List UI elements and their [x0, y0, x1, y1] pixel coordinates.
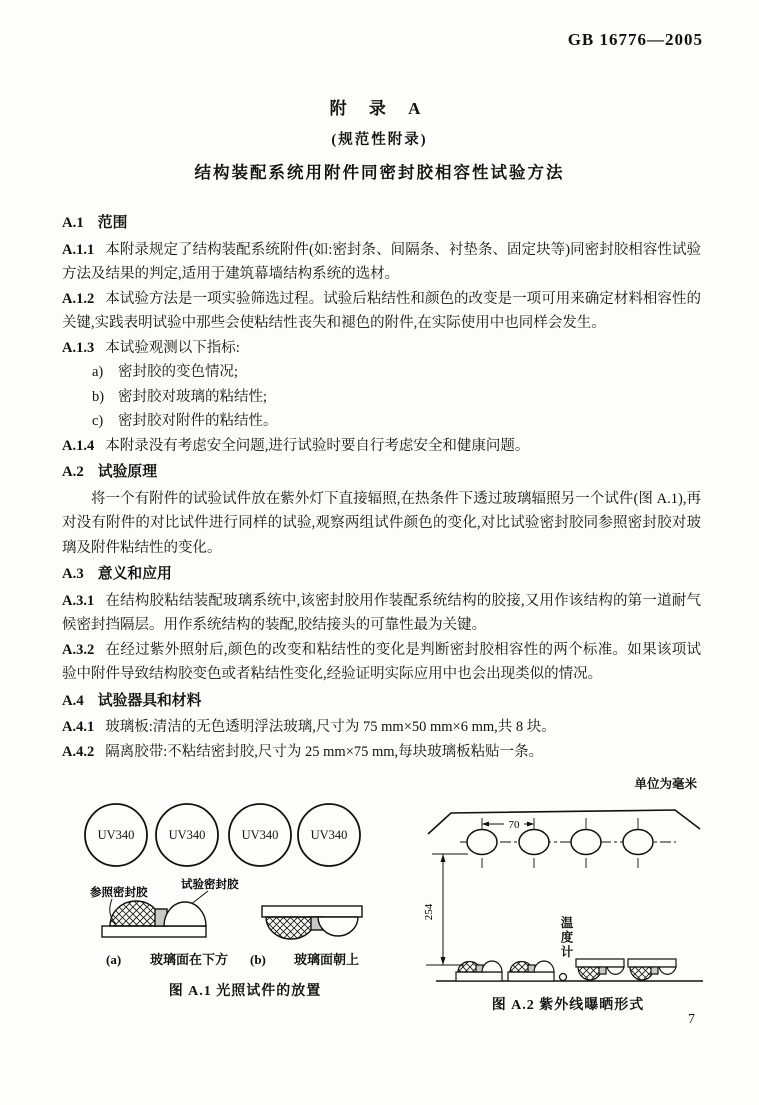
appendix-main-title: 结构装配系统用附件同密封胶相容性试验方法 [194, 163, 565, 182]
uv-lamp-label: UV340 [241, 828, 279, 842]
glass-plate [262, 906, 362, 917]
unit-note: 单位为毫米 [634, 777, 697, 791]
clause-text: 玻璃板:清洁的无色透明浮法玻璃,尺寸为 75 mm×50 mm×6 mm,共 8 块。 [105, 719, 556, 735]
section-title: 意义和应用 [97, 566, 172, 582]
section-number: A.4 [62, 692, 84, 709]
clause-number: A.4.2 [62, 743, 95, 760]
appendix-subtitle: (规范性附录) [331, 132, 428, 148]
uv-lamp-label: UV340 [97, 828, 135, 842]
list-marker: b) [92, 388, 105, 405]
figure-a1-drawing [84, 802, 406, 974]
sub-caption-b-marker: (b) [250, 952, 266, 967]
thermometer-label: 温度计 [559, 916, 573, 960]
section-number: A.1 [62, 215, 84, 231]
paragraph-a2: 将一个有附件的试验试件放在紫外灯下直接辐照,在热条件下透过玻璃辐照另一个试件(图 A.1),再对没有附件的对比试件进行同样的试验,观察两组试件颜色的变化,对比试验密封胶同参照密封胶对玻璃及附件粘结性的变化。 [62, 490, 701, 556]
clause-text: 在结构胶粘结装配玻璃系统中,该密封胶用作装配系统结构的胶接,又用作该结构的第一道耐气候密封挡隔层。用作系统结构的装配,胶结接头的可靠性最为关键。 [62, 592, 701, 633]
specimen-glass-up [628, 959, 676, 980]
clause-a1-3 [62, 336, 701, 361]
uv-lamp [571, 830, 601, 855]
clause-a1-1 [62, 238, 701, 287]
page-number: 7 [688, 1012, 695, 1027]
appendix-title-block [0, 94, 759, 183]
figure-a1 [84, 802, 406, 1000]
list-marker: a) [92, 364, 104, 380]
specimen-glass-down [456, 961, 502, 981]
clause-text: 隔离胶带:不粘结密封胶,尺寸为 25 mm×75 mm,每块玻璃板粘贴一条。 [105, 743, 544, 760]
clause-number: A.3.2 [62, 641, 95, 658]
glass-plate [102, 926, 206, 937]
thermometer [560, 974, 567, 981]
lamp-hood [428, 810, 700, 834]
specimen-a-diagram [102, 901, 206, 937]
section-number: A.2 [62, 464, 84, 480]
clause-text: 在经过紫外照射后,颜色的改变和粘结性的变化是判断密封胶相容性的两个标准。如果该项试验中附件导致结构胶变色或者粘结性变化,经验证明实际应用中也会出现类似的情况。 [62, 641, 701, 682]
clause-text: 本试验观测以下指标: [105, 339, 240, 356]
section-heading-a1 [62, 211, 701, 236]
list-item-b [92, 385, 701, 410]
clause-number: A.3.1 [62, 592, 95, 609]
uv-lamp-label: UV340 [168, 828, 206, 842]
section-heading-a2 [62, 460, 701, 485]
clause-number: A.1.3 [62, 339, 95, 356]
reference-sealant-label: 参照密封胶 [90, 887, 148, 899]
section-heading-a3 [62, 562, 701, 587]
clause-text: 本附录没有考虑安全问题,进行试验时要自行考虑安全和健康问题。 [105, 437, 530, 454]
appendix-title: 附 录 A [329, 99, 430, 118]
uv-lamp-label: UV340 [310, 828, 348, 842]
clause-number: A.4.1 [62, 719, 95, 735]
clause-number: A.1.1 [62, 241, 95, 258]
clause-a1-4 [62, 434, 701, 459]
section-title: 范围 [97, 215, 128, 231]
clause-a4-1 [62, 715, 701, 740]
list-text: 密封胶对附件的粘结性。 [118, 413, 278, 429]
section-title: 试验原理 [97, 464, 157, 480]
uv-lamp [519, 830, 549, 855]
lamp-spacing-value: 70 [508, 819, 520, 831]
figure-a2-caption: 图 A.2 紫外线曝晒形式 [491, 998, 645, 1013]
specimen-glass-up [576, 959, 624, 980]
specimen-glass-down [508, 961, 554, 981]
list-text: 密封胶的变色情况; [118, 364, 239, 380]
clause-number: A.1.4 [62, 437, 95, 454]
section-number: A.3 [62, 566, 84, 582]
list-item-c [92, 409, 701, 434]
standard-number: GB 16776—2005 [567, 30, 703, 49]
clause-a4-2 [62, 740, 701, 765]
sub-caption-a-marker: (a) [106, 952, 122, 967]
uv-lamp [467, 830, 497, 855]
test-sealant-dome [318, 917, 358, 936]
section-title: 试验器具和材料 [97, 692, 202, 709]
clause-number: A.1.2 [62, 290, 95, 307]
list-marker: c) [92, 413, 104, 429]
figures-row [0, 794, 759, 1019]
clause-a3-2 [62, 638, 701, 687]
uv-lamp [623, 830, 653, 855]
section-heading-a4 [62, 689, 701, 714]
clause-a1-2 [62, 287, 701, 336]
clause-a3-1 [62, 589, 701, 638]
list-text: 密封胶对玻璃的粘结性; [118, 388, 268, 405]
test-sealant-dome [164, 902, 206, 926]
figure-a1-caption: 图 A.1 光照试件的放置 [168, 984, 322, 999]
reference-sealant-dome [110, 901, 162, 926]
sub-caption-b-text: 玻璃面朝上 [294, 952, 360, 967]
body-content [62, 211, 701, 764]
clause-text: 本试验方法是一项实验筛选过程。试验后粘结性和颜色的改变是一项可用来确定材料相容性的关键,实践表明试验中那些会使粘结性丧失和褪色的附件,在实际使用中也同样会发生。 [62, 290, 701, 331]
figure-a2 [418, 796, 718, 1014]
clause-text: 本附录规定了结构装配系统附件(如:密封条、间隔条、衬垫条、固定块等)同密封胶相容性试验方法及结果的判定,适用于建筑幕墙结构系统的选材。 [62, 241, 701, 282]
lamp-height-value: 254 [423, 903, 435, 921]
specimen-b-diagram [262, 906, 362, 939]
reference-sealant-dome [266, 917, 316, 939]
test-sealant-label: 试验密封胶 [181, 879, 239, 891]
list-item-a [92, 360, 701, 385]
sub-caption-a-text: 玻璃面在下方 [150, 952, 229, 967]
